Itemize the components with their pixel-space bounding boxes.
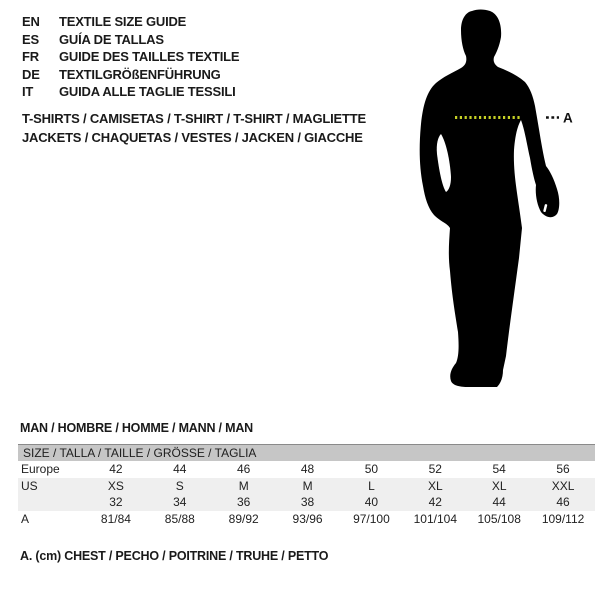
size-cell: 81/84 bbox=[100, 511, 131, 526]
row-label: US bbox=[21, 478, 38, 493]
language-label: TEXTILGRÖßENFÜHRUNG bbox=[59, 66, 221, 82]
size-cell: 34 bbox=[173, 495, 187, 509]
size-cell: 54 bbox=[492, 462, 506, 476]
table-row bbox=[18, 461, 595, 478]
category-line: JACKETS / CHAQUETAS / VESTES / JACKEN / GIACCHE bbox=[22, 129, 363, 145]
size-cell: 93/96 bbox=[292, 511, 323, 526]
language-label: GUIDA ALLE TAGLIE TESSILI bbox=[59, 84, 236, 99]
category-line: T-SHIRTS / CAMISETAS / T-SHIRT / T-SHIRT / MAGLIETTE bbox=[22, 111, 366, 126]
size-cell: 32 bbox=[109, 495, 123, 509]
section-title: MAN / HOMBRE / HOMME / MANN / MAN bbox=[20, 421, 253, 435]
size-cell: 101/104 bbox=[413, 511, 457, 526]
language-row bbox=[22, 83, 239, 101]
category-list bbox=[22, 110, 366, 147]
size-cell: 97/100 bbox=[353, 511, 390, 526]
size-cell: 105/108 bbox=[477, 511, 521, 526]
language-code: ES bbox=[22, 31, 39, 47]
language-label: GUIDE DES TAILLES TEXTILE bbox=[59, 49, 240, 64]
size-cell: S bbox=[175, 478, 184, 493]
size-cell: 89/92 bbox=[228, 511, 259, 526]
language-code: DE bbox=[22, 66, 40, 82]
size-table-body bbox=[18, 461, 595, 527]
size-cell: 50 bbox=[364, 462, 379, 476]
size-cell: 42 bbox=[428, 495, 442, 509]
size-cell: 56 bbox=[556, 462, 570, 476]
size-cell: XL bbox=[427, 478, 443, 493]
size-cell: XL bbox=[491, 478, 507, 493]
language-row bbox=[22, 31, 239, 49]
language-row bbox=[22, 13, 239, 31]
size-table bbox=[18, 444, 595, 527]
size-cell: 48 bbox=[300, 462, 315, 476]
table-row bbox=[18, 511, 595, 528]
size-cell: 46 bbox=[237, 462, 251, 476]
size-cell: M bbox=[238, 478, 249, 493]
language-list bbox=[22, 13, 239, 101]
table-row bbox=[18, 478, 595, 495]
row-label: A bbox=[21, 511, 30, 526]
language-code: EN bbox=[22, 14, 40, 29]
size-cell: 36 bbox=[237, 495, 251, 509]
table-row bbox=[18, 494, 595, 511]
size-cell: 109/112 bbox=[541, 511, 585, 526]
size-cell: 52 bbox=[428, 462, 442, 476]
language-code: IT bbox=[22, 84, 34, 99]
size-cell: 40 bbox=[364, 495, 379, 509]
language-code: FR bbox=[22, 49, 39, 64]
row-label bbox=[18, 494, 84, 511]
language-label: GUÍA DE TALLAS bbox=[59, 31, 164, 47]
size-cell: 46 bbox=[556, 495, 570, 509]
size-cell: 42 bbox=[109, 462, 123, 476]
size-cell: XXL bbox=[551, 478, 575, 493]
size-cell: M bbox=[302, 478, 313, 493]
size-cell: 44 bbox=[492, 495, 506, 509]
man-silhouette bbox=[420, 10, 560, 388]
size-cell: XS bbox=[107, 478, 124, 493]
language-label: TEXTILE SIZE GUIDE bbox=[59, 14, 187, 29]
size-cell: 44 bbox=[173, 462, 187, 476]
measurement-footnote: A. (cm) CHEST / PECHO / POITRINE / TRUHE / PETTO bbox=[20, 549, 329, 563]
size-table-header: SIZE / TALLA / TAILLE / GRÖSSE / TAGLIA bbox=[18, 444, 595, 461]
man-silhouette-figure bbox=[405, 5, 585, 405]
size-cell: L bbox=[368, 478, 375, 493]
measurement-label-a: A bbox=[563, 110, 573, 126]
size-cell: 38 bbox=[300, 495, 315, 509]
size-cell: 85/88 bbox=[164, 511, 195, 526]
language-row bbox=[22, 66, 239, 84]
row-label: Europe bbox=[21, 462, 60, 476]
language-row bbox=[22, 48, 239, 66]
